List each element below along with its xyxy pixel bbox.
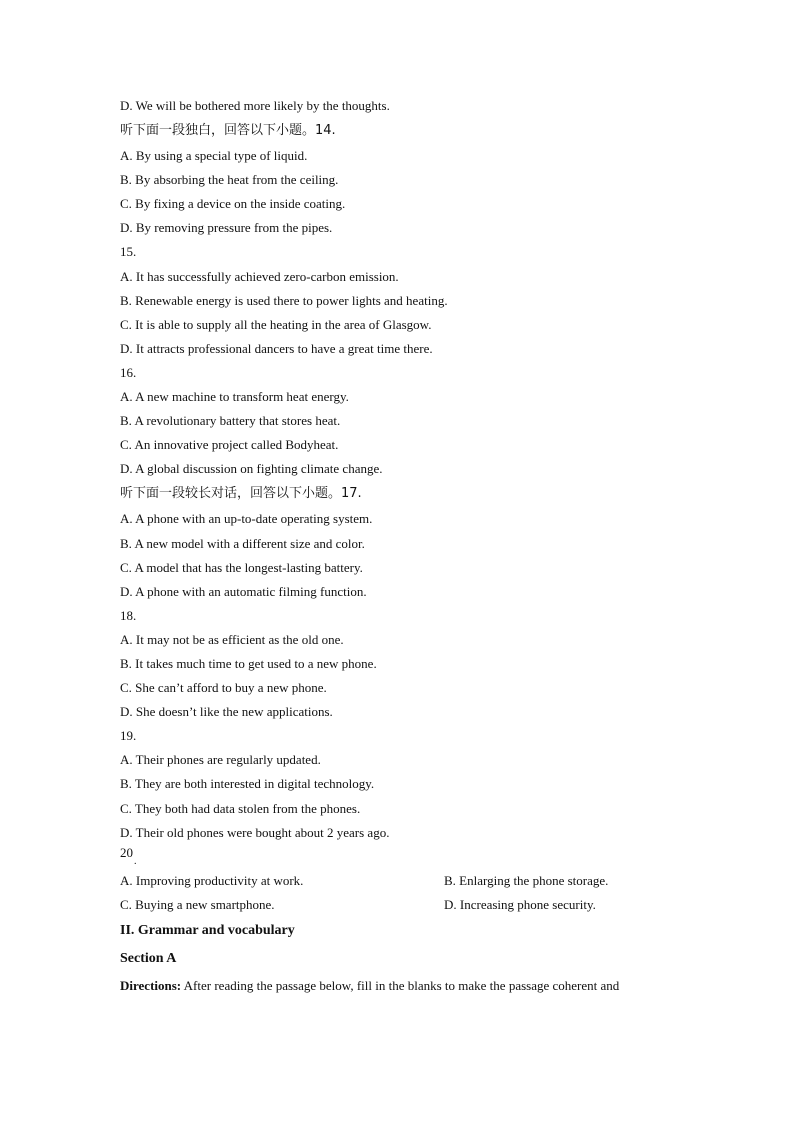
question-number: 17. [341,486,362,502]
option-18-d: D. She doesn’t like the new applications. [120,704,333,720]
option-17-c: C. A model that has the longest-lasting battery. [120,559,363,575]
option-17-a: A. A phone with an up-to-date operating system. [120,511,373,527]
option-20-b: B. Enlarging the phone storage. [444,872,609,888]
option-19-b: B. They are both interested in digital technology. [120,776,375,792]
option-16-b: B. A revolutionary battery that stores heat. [120,413,341,429]
question-number-19: 19. [120,728,137,744]
directions-text: After reading the passage below, fill in the blanks to make the passage coherent and [181,977,620,993]
option-19-a: A. Their phones are regularly updated. [120,752,321,768]
option-19-c: C. They both had data stolen from the phones. [120,800,361,816]
option-17-b: B. A new model with a different size and color. [120,535,365,551]
option-16-c: C. An innovative project called Bodyheat. [120,437,339,453]
section-label: 听下面一段较长对话，回答以下小题。 [120,486,342,502]
section-label: 听下面一段独白，回答以下小题。 [120,123,316,139]
question-number: 14. [315,123,336,139]
option-13-d: D. We will be bothered more likely by the thoughts. [120,98,390,113]
option-20-d: D. Increasing phone security. [444,896,596,912]
question-number-18: 18. [120,607,137,623]
question-number-20: 20 [120,844,133,860]
option-15-c: C. It is able to supply all the heating in the area of Glasgow. [120,316,432,332]
option-20-c: C. Buying a new smartphone. [120,896,275,912]
option-14-c: C. By fixing a device on the inside coating. [120,196,346,212]
option-19-d: D. Their old phones were bought about 2 years ago. [120,824,390,840]
option-15-d: D. It attracts professional dancers to have a great time there. [120,340,433,356]
question-number-15: 15. [120,244,137,260]
option-14-b: B. By absorbing the heat from the ceiling. [120,172,339,188]
option-16-a: A. A new machine to transform heat energy. [120,389,349,405]
option-15-a: A. It has successfully achieved zero-carbon emission. [120,268,399,284]
page-content [120,94,680,999]
option-14-a: A. By using a special type of liquid. [120,148,308,164]
option-18-a: A. It may not be as efficient as the old one. [120,631,344,647]
options-20-row-2 [120,893,680,917]
option-18-b: B. It takes much time to get used to a new phone. [120,655,377,671]
question-number-16: 16. [120,364,137,380]
option-17-d: D. A phone with an automatic filming function. [120,583,367,599]
option-16-d: D. A global discussion on fighting climate change. [120,461,383,477]
option-18-c: C. She can’t afford to buy a new phone. [120,680,327,696]
directions-paragraph [120,973,680,999]
directions-label: Directions: [120,977,182,993]
option-14-d: D. By removing pressure from the pipes. [120,220,333,236]
section-a-heading: Section A [120,950,177,966]
question-number-20-dot: . [134,855,137,867]
option-20-a: A. Improving productivity at work. [120,872,304,888]
option-15-b: B. Renewable energy is used there to power lights and heating. [120,292,448,308]
part-2-heading: II. Grammar and vocabulary [120,922,295,938]
section-monologue-heading [120,118,680,144]
options-20-row-1 [120,869,680,893]
section-dialogue-heading [120,481,680,507]
